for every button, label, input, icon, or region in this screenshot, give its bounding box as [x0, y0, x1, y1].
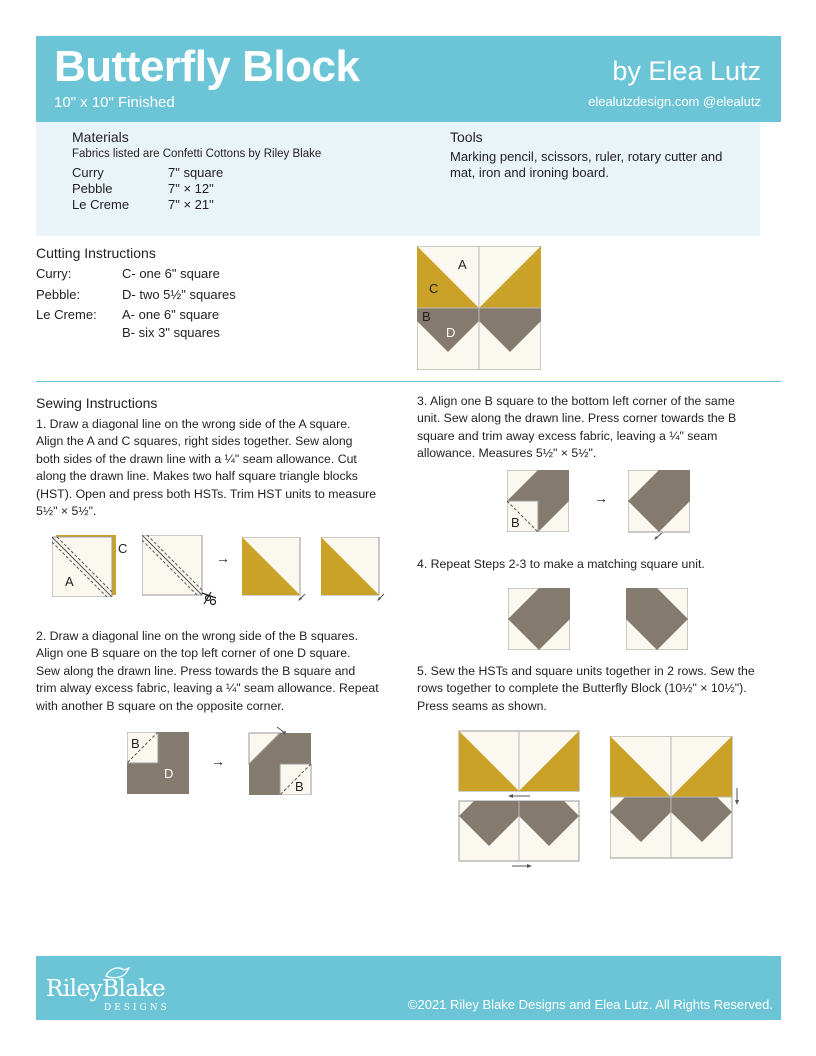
step-3-text: 3. Align one B square to the bottom left corner of the same unit. Sew along the drawn line. Press corner towards the B square and trim away excess fabric, leaving a ¼" seam allowance. Measures 5½" × 5½".	[417, 394, 737, 461]
step-5-text: 5. Sew the HSTs and square units together in 2 rows. Sew the rows together to complete the Butterfly Block (10½" × 10½"). Press seams as shown.	[417, 664, 755, 713]
fabric-size: 7" × 12"	[168, 181, 214, 196]
fabric-size: 7" square	[168, 165, 224, 180]
step5-finished-block	[610, 736, 744, 860]
step3-square-with-b	[507, 470, 569, 532]
fabric-name: Le Creme	[72, 197, 130, 212]
cutting-fabric: Le Creme:	[36, 307, 97, 322]
label-b: B	[131, 736, 140, 751]
step2-square-with-b	[127, 732, 189, 794]
label-d: D	[164, 766, 174, 781]
step5-rows-diagram	[458, 730, 582, 870]
author-website[interactable]: elealutzdesign.com @elealutz	[588, 94, 761, 109]
label-a: A	[65, 574, 74, 589]
step4-square-unit	[508, 588, 570, 650]
page-subtitle: 10" x 10" Finished	[54, 94, 175, 111]
butterfly-block-diagram	[417, 246, 541, 370]
header-banner	[36, 36, 781, 122]
tools-text: mat, iron and ironing board.	[450, 165, 609, 180]
fabric-name: Pebble	[72, 181, 113, 196]
materials-panel	[36, 122, 760, 236]
copyright-text: ©2021 Riley Blake Designs and Elea Lutz. All Rights Reserved.	[407, 997, 773, 1012]
step-1-text: 1. Draw a diagonal line on the wrong side of the A square. Align the A and C squares, right sides together. Sew along both sides of the drawn line with a ¼" seam allowance. Cut along the drawn line. Makes two half square triangle blocks (HST). Open and press both HSTs. Trim HST units to measure 5½" × 5½".	[36, 417, 377, 519]
step1-aligned-squares	[52, 535, 132, 597]
scissors-icon	[202, 592, 216, 605]
cutting-item: A- one 6" square	[122, 307, 220, 322]
cutting-item: C- one 6" square	[122, 266, 220, 281]
bird-icon	[104, 964, 130, 980]
logo-text: RileyBlake	[46, 976, 166, 1002]
arrow-icon: →	[216, 550, 230, 566]
cutting-fabric: Curry:	[36, 266, 72, 281]
arrow-icon: →	[211, 753, 225, 769]
section-divider	[36, 381, 781, 382]
step4-square-unit	[626, 588, 688, 650]
fabric-name: Curry	[72, 165, 104, 180]
sewing-heading: Sewing Instructions	[36, 395, 158, 411]
cutting-item: B- six 3" squares	[122, 325, 220, 340]
step-4-text: 4. Repeat Steps 2-3 to make a matching square unit.	[417, 557, 705, 571]
cutting-item: D- two 5½" squares	[122, 287, 236, 302]
fabric-size: 7" × 21"	[168, 197, 214, 212]
step1-cut-squares	[142, 535, 222, 607]
step1-hst-unit	[242, 537, 312, 607]
arrow-icon: →	[594, 490, 608, 506]
label-b: B	[422, 309, 431, 324]
author-name: by Elea Lutz	[612, 56, 761, 86]
tools-text: Marking pencil, scissors, ruler, rotary cutter and	[450, 149, 723, 164]
label-d: D	[446, 325, 456, 340]
logo-subtext: DESIGNS	[104, 1003, 170, 1013]
label-c: C	[118, 541, 128, 556]
riley-blake-logo	[46, 976, 170, 1013]
step1-hst-unit	[321, 537, 391, 607]
cutting-fabric: Pebble:	[36, 287, 81, 302]
label-b: B	[295, 779, 304, 794]
step3-trimmed-square	[628, 470, 690, 542]
page-title: Butterfly Block	[54, 42, 360, 91]
materials-note: Fabrics listed are Confetti Cottons by Riley Blake	[72, 148, 322, 160]
step2-trimmed-square	[247, 725, 313, 795]
materials-heading: Materials	[72, 129, 129, 145]
label-a: A	[458, 257, 467, 272]
cutting-heading: Cutting Instructions	[36, 245, 156, 261]
tools-heading: Tools	[450, 129, 483, 145]
step-2-text: 2. Draw a diagonal line on the wrong side of the B squares. Align one B square on the top left corner of one D square. Sew along the drawn line. Press towards the B square and trim alway excess fabric, leaving a ¼" seam allowance. Repeat with another B square on the opposite corner.	[36, 629, 379, 713]
label-b: B	[511, 515, 520, 530]
footer-banner	[36, 956, 781, 1020]
label-c: C	[429, 281, 439, 296]
